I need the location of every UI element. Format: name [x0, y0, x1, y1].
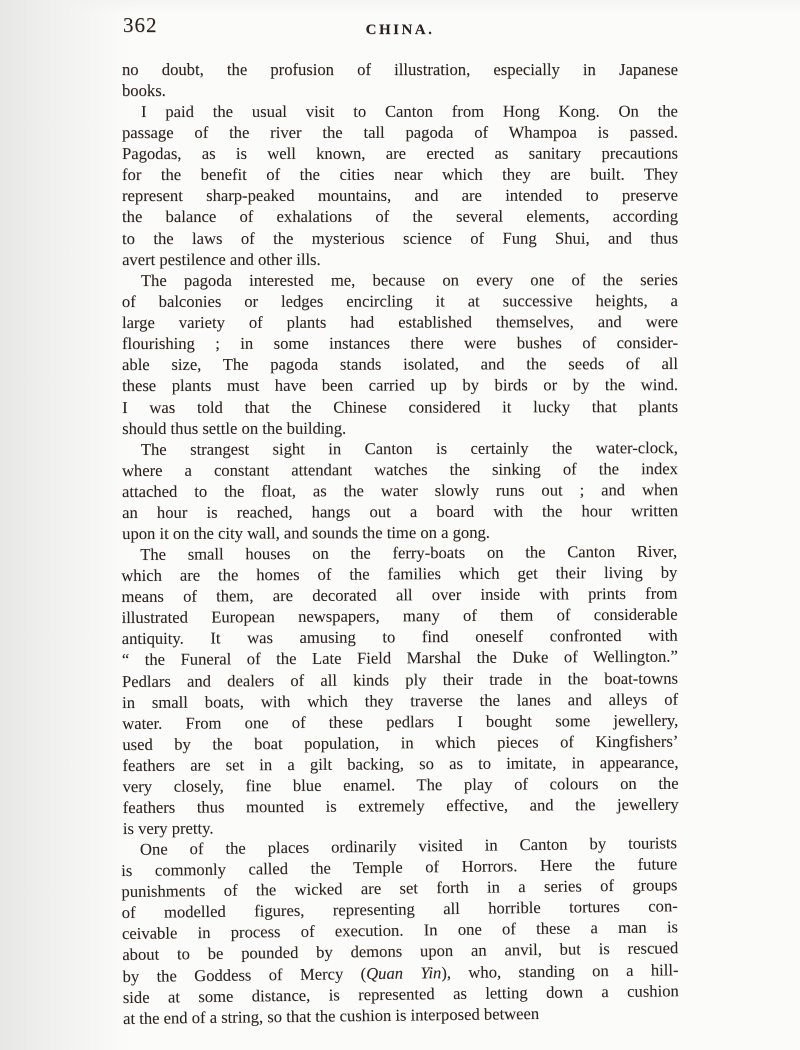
text-line: side at some distance, is represented as letting down a cushion [122, 981, 679, 1008]
text-line: able size, The pagoda stands isolated, and the seeds of all [122, 354, 679, 375]
text-line: Pedlars and dealers of all kinds ply their trade in the boat-towns [121, 668, 678, 691]
text-line: “ the Funeral of the Late Field Marshal the Duke of Wellington.” [121, 647, 678, 670]
text-line: used by the boat population, in which pieces of Kingfishers’ [122, 731, 679, 754]
text-line: The small houses on the ferry-boats on the Canton River, [140, 541, 678, 565]
text-line: water. From one of these pedlars I bought some jewellery, [122, 710, 679, 733]
text-line: antiquity. It was amusing to find oneself confronted with [121, 626, 678, 649]
text-line: by the Goddess of Mercy (Quan Yin), who, standing on a hill- [122, 960, 679, 987]
text-line: the balance of exhalations of the several elements, according [122, 207, 679, 227]
text-line: represent sharp-peaked mountains, and are intended to preserve [122, 186, 679, 206]
running-header: CHINA. [365, 22, 435, 38]
text-line: upon it on the city wall, and sounds the time on a gong. [122, 522, 490, 544]
text-line: punishments of the wicked are set forth in a series of groups [121, 875, 678, 902]
text-line: illustrated European newspapers, many of them of considerable [121, 605, 678, 628]
text-line: at the end of a string, so that the cushion is interposed between [122, 1004, 540, 1029]
paragraph [122, 269, 678, 439]
text-line: ceivable in process of execution. In one of these a man is [121, 918, 679, 944]
text-line: The pagoda interested me, because on every one of the series [140, 269, 678, 290]
text-line: to the laws of the mysterious science of Fung Shui, and thus [122, 228, 679, 248]
text-line: for the benefit of the cities near which they are built. They [121, 164, 678, 185]
text-line: of balconies or ledges encircling it at successive heights, a [121, 291, 678, 312]
text-line: feathers thus mounted is extremely effective, and the jewellery [122, 794, 679, 818]
text-line: I paid the usual visit to Canton from Hong Kong. On the [140, 101, 678, 122]
text-line: books. [122, 81, 166, 101]
text-line: means of them, are decorated all over inside with prints from [121, 583, 678, 607]
text-line: should thus settle on the building. [122, 418, 347, 438]
paragraph [122, 437, 678, 544]
text-line: is very pretty. [122, 818, 214, 839]
text-line: flourishing ; in some instances there were bushes of consider- [121, 333, 678, 354]
text-line: One of the places ordinarily visited in Canton by tourists [139, 833, 678, 860]
text-line: which are the homes of the families which get their living by [121, 562, 678, 586]
text-line: attached to the float, as the water slowly runs out ; and when [121, 479, 679, 501]
text-line: large variety of plants had established themselves, and were [121, 312, 678, 333]
page-number: 362 [123, 13, 158, 37]
paragraph [121, 833, 679, 1030]
text-line: The strangest sight in Canton is certainly the water-clock, [140, 437, 678, 459]
text-line: avert pestilence and other ills. [122, 249, 321, 269]
text-line: no doubt, the profusion of illustration, especially in Japanese [122, 60, 678, 79]
text-line: Pagodas, as is well known, are erected as sanitary precautions [121, 143, 678, 164]
text-line: is commonly called the Temple of Horrors. Here the future [121, 854, 678, 881]
text-line: passage of the river the tall pagoda of Whampoa is passed. [121, 122, 678, 143]
text-line: these plants must have been carried up by birds or by the wind. [122, 375, 679, 396]
text-line: in small boats, with which they traverse the lanes and alleys of [122, 689, 679, 712]
paragraph [121, 541, 679, 840]
text-line: very closely, fine blue enamel. The play of colours on the [122, 773, 679, 797]
page-body [122, 59, 678, 1029]
text-line: I was told that the Chinese considered it lucky that plants [122, 396, 679, 417]
text-line: where a constant attendant watches the sinking of the index [121, 458, 678, 480]
text-line: an hour is reached, hangs out a board with the hour written [122, 501, 679, 522]
paragraph [122, 59, 678, 101]
text-line: feathers are set in a gilt backing, so as to imitate, in appearance, [122, 752, 679, 776]
text-line: of modelled figures, representing all horrible tortures con- [121, 896, 678, 923]
text-line: about to be pounded by demons upon an anvil, but is rescued [122, 939, 679, 965]
paragraph [122, 101, 678, 270]
